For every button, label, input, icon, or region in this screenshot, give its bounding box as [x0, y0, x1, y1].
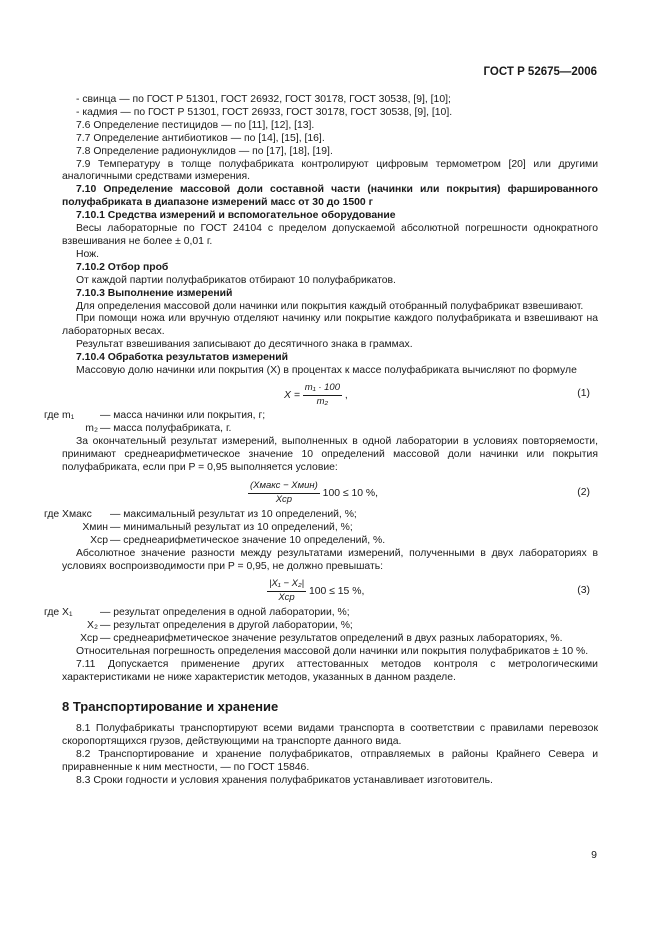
paragraph: За окончательный результат измерений, выполненных в одной лаборатории в условиях повторяемости, принимают среднеарифметическое значение 10 определений массовой доли начинки или покрытия полуфабриката, если при P = 0,95 выполняется условие: — [62, 435, 598, 473]
where-text: — результат определения в другой лаборатории, %; — [100, 620, 353, 632]
formula-3-number: (3) — [577, 585, 590, 597]
section-heading: 7.10 Определение массовой доли составной части (начинки или покрытия) фаршированного полуфабриката в диапазоне измерений масс от 30 до 1500 г — [62, 184, 598, 209]
paragraph: Массовую долю начинки или покрытия (X) в процентах к массе полуфабриката вычисляют по формуле — [76, 365, 577, 377]
formula-2-denominator: Xср — [275, 493, 293, 505]
document-body — [44, 94, 598, 788]
formula-3-denominator: Xср — [278, 592, 295, 604]
paragraph: Результат взвешивания записывают до десятичного знака в граммах. — [76, 339, 413, 351]
where-text: — максимальный результат из 10 определений, %; — [110, 508, 357, 520]
where-symbol: m₂ — [85, 422, 98, 434]
where-text: — масса начинки или покрытия, г; — [100, 409, 266, 421]
where-line — [62, 423, 598, 436]
formula-2-tail: 100 ≤ 10 %, — [322, 487, 379, 499]
document-header: ГОСТ Р 52675—2006 — [483, 66, 597, 78]
formula-1-number: (1) — [577, 387, 590, 399]
formula-1-numerator: m₁ · 100 — [303, 382, 342, 396]
where-text: — среднеарифметическое значение 10 определений, %. — [110, 534, 386, 546]
paragraph: От каждой партии полуфабрикатов отбирают 10 полуфабрикатов. — [76, 274, 396, 286]
formula-2-number: (2) — [577, 486, 590, 498]
list-item: - свинца — по ГОСТ Р 51301, ГОСТ 26932, ГОСТ 30178, ГОСТ 30538, [9], [10]; — [76, 94, 451, 105]
subsection-heading: 7.10.3 Выполнение измерений — [76, 287, 233, 299]
formula-2-numerator: (Xмакс − Xмин) — [248, 480, 320, 494]
subsection-heading: 7.10.2 Отбор проб — [76, 261, 169, 273]
where-text: — минимальный результат из 10 определений, %; — [110, 521, 353, 533]
where-symbol: где m₁ — [44, 409, 75, 421]
where-symbol: X₂ — [87, 620, 98, 632]
paragraph: 7.7 Определение антибиотиков — по [14], [15], [16]. — [76, 132, 325, 144]
formula-3-fraction — [267, 578, 306, 605]
where-text: — масса полуфабриката, г. — [100, 422, 232, 434]
subsection-heading: 7.10.4 Обработка результатов измерений — [76, 352, 288, 364]
paragraph: Абсолютное значение разности между результатами измерений, полученными в двух лабораториях в условиях воспроизводимости при P = 0,95, не должно превышать: — [62, 547, 598, 572]
subsection-heading: 7.10.1 Средства измерений и вспомогательное оборудование — [76, 210, 396, 222]
paragraph: Для определения массовой доли начинки или покрытия каждый отобранный полуфабрикат взвешивают. — [76, 300, 584, 312]
formula-1 — [62, 378, 598, 410]
paragraph: При помощи ножа или вручную отделяют начинку или покрытие каждого полуфабриката и взвешивают на лабораторных весах. — [62, 313, 598, 338]
where-symbol: где Xмакс — [44, 508, 92, 520]
paragraph: 7.8 Определение радионуклидов — по [17], [18], [19]. — [76, 145, 333, 157]
paragraph: Нож. — [76, 248, 100, 260]
where-line — [62, 633, 598, 646]
formula-1-fraction — [303, 382, 342, 409]
paragraph: 7.9 Температуру в толще полуфабриката контролируют цифровым термометром [20] или другими аналогичными средствами измерения. — [62, 158, 598, 183]
paragraph: 8.1 Полуфабрикаты транспортируют всеми видами транспорта в соответствии с правилами перевозок скоропортящихся грузов, действующими на транспорте данного вида. — [62, 723, 598, 747]
where-symbol: где X₁ — [44, 607, 73, 619]
where-text: — среднеарифметическое значение результатов определений в двух разных лабораториях, %. — [100, 633, 563, 645]
where-line — [44, 508, 598, 522]
paragraph: Весы лабораторные по ГОСТ 24104 с пределом допускаемой абсолютной погрешности однократного взвешивания не более ± 0,01 г. — [62, 223, 598, 247]
paragraph: 7.6 Определение пестицидов — по [11], [12], [13]. — [76, 119, 315, 131]
where-line — [44, 409, 598, 423]
formula-2 — [62, 475, 598, 509]
paragraph: 7.11 Допускается применение других аттестованных методов контроля с метрологическими характеристиками не ниже характеристик методов, указанных в данном разделе. — [62, 659, 598, 684]
formula-3 — [62, 573, 598, 607]
formula-3-numerator: |X₁ − X₂| — [267, 578, 306, 592]
formula-2-fraction — [248, 480, 320, 507]
list-item: - кадмия — по ГОСТ Р 51301, ГОСТ 26933, ГОСТ 30178, ГОСТ 30538, [9], [10]. — [76, 106, 453, 118]
where-line — [62, 522, 598, 535]
paragraph: Относительная погрешность определения массовой доли начинки или покрытия полуфабрикатов ± 10 %. — [76, 646, 589, 658]
formula-1-lhs: X = — [284, 390, 300, 402]
where-symbol: Xср — [80, 633, 98, 645]
where-symbol: Xср — [90, 534, 108, 546]
formula-3-tail: 100 ≤ 15 %, — [308, 586, 365, 598]
where-text: — результат определения в одной лаборатории, %; — [100, 607, 350, 619]
where-line — [62, 620, 598, 633]
formula-1-tail: , — [344, 390, 348, 402]
formula-1-denominator: m₂ — [316, 395, 329, 407]
paragraph: 8.3 Сроки годности и условия хранения полуфабрикатов устанавливает изготовитель. — [76, 774, 493, 786]
chapter-heading: 8 Транспортирование и хранение — [62, 699, 279, 715]
where-line — [44, 607, 598, 620]
paragraph: 8.2 Транспортирование и хранение полуфабрикатов, отправляемых в районы Крайнего Севера и приравненные к ним местности, — по ГОСТ 15846. — [62, 748, 598, 773]
page-number: 9 — [591, 849, 597, 861]
where-symbol: Xмин — [82, 521, 108, 533]
where-line — [62, 535, 598, 548]
